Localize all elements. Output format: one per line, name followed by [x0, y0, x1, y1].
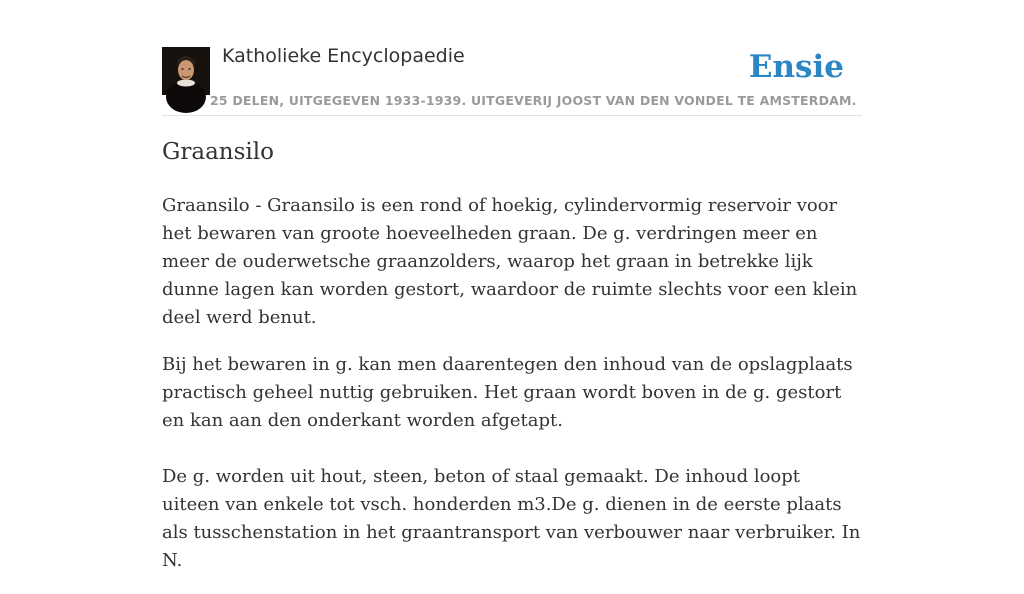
brand-logo[interactable]: Ensie — [748, 49, 844, 85]
portrait-avatar-icon[interactable] — [162, 47, 210, 95]
site-header — [162, 45, 862, 116]
article-title: Graansilo — [162, 139, 274, 165]
site-title[interactable]: Katholieke Encyclopaedie — [222, 45, 465, 67]
article-paragraph: Graansilo - Graansilo is een rond of hoekig, cylindervormig reservoir voor het bewaren van groote hoeveelheden graan. De g. verdringen meer en meer de ouderwetsche graanzolders, waarop het graan in betrekke lijk dunne lagen kan worden gestort, waardoor de ruimte slechts voor een klein deel werd benut. — [162, 195, 858, 328]
article-paragraph: Bij het bewaren in g. kan men daarentegen den inhoud van de opslagplaats practisch geheel nuttig gebruiken. Het graan wordt boven in de g. gestort en kan aan den onderkant worden afgetapt. De g. worden uit hout, steen, beton of staal gemaakt. De inhoud loopt uiteen van enkele tot vsch. honderden m3.De g. dienen in de eerste plaats als tusschenstation in het graantransport van verbouwer naar verbruiker. In N. — [162, 354, 861, 571]
site-subtitle: 25 DELEN, UITGEGEVEN 1933-1939. UITGEVERIJ JOOST VAN DEN VONDEL TE AMSTERDAM. — [210, 93, 857, 108]
article-body — [162, 192, 862, 594]
